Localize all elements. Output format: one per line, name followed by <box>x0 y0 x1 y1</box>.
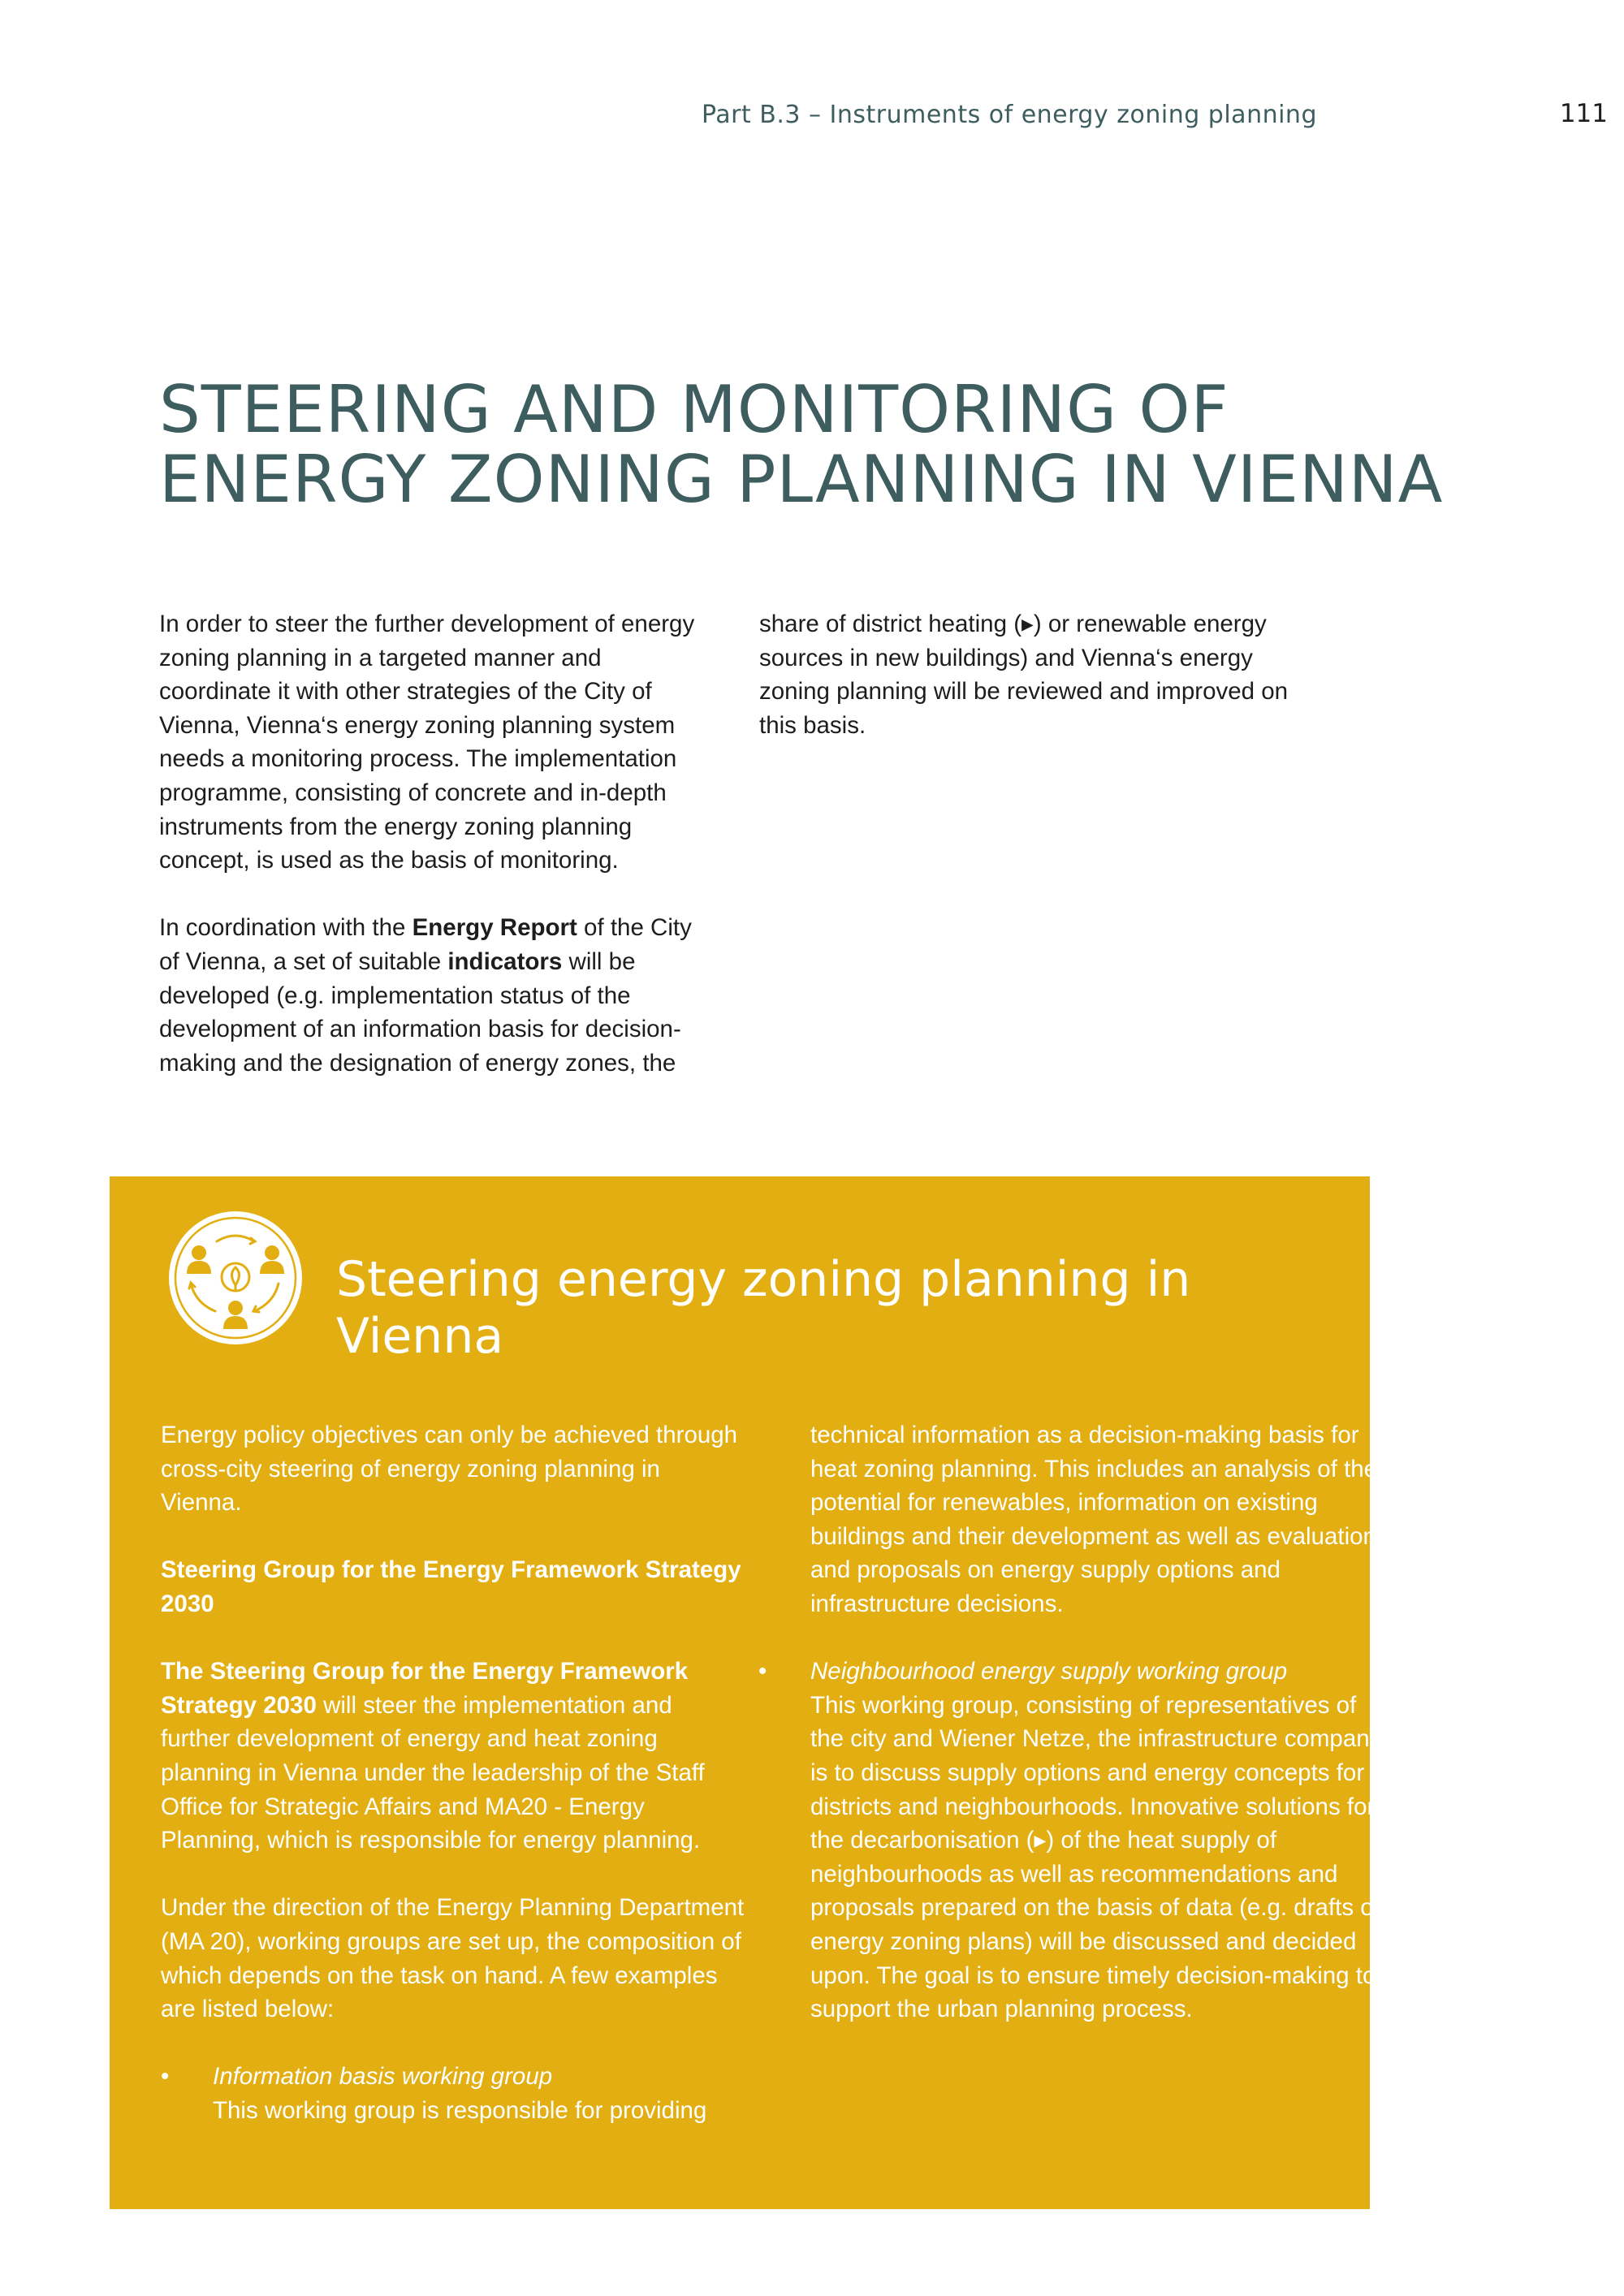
bullet-item-neighbourhood-energy <box>758 1655 1395 2026</box>
energy-report-term: Energy Report <box>412 914 577 942</box>
intro-paragraph-1: In order to steer the further development of energy zoning planning in a targeted manner and coordinate it with other strategies of the City of Vienna, Vienna‘s energy zoning planning system needs a monitoring process. The implementation programme, consisting of concrete and in-depth instruments from the energy zoning planning concept, is used as the basis of monitoring. <box>159 611 695 874</box>
intro-paragraph-2: In coordination with the Energy Report of the City of Vienna, a set of suitable indicators will be developed (e.g. implementation status of the development of an information basis for decision-making and the designation of energy zones, the <box>159 914 692 1077</box>
steering-group-cycle-icon <box>166 1209 304 1347</box>
box-subheading: Steering Group for the Energy Framework Strategy 2030 <box>161 1556 741 1617</box>
box-column-right <box>758 1418 1395 2060</box>
page-title-line-1: STEERING AND MONITORING OF <box>159 372 1229 447</box>
bullet-dot: • <box>161 2063 170 2091</box>
box-paragraph-1: Energy policy objectives can only be achieved through cross-city steering of energy zoning planning in Vienna. <box>161 1422 738 1517</box>
bullet-item-information-basis-continued <box>758 1418 1395 1621</box>
box-paragraph-3: Under the direction of the Energy Planning Department (MA 20), working groups are set up, the composition of which depends on the task on hand. A few examples are listed below: <box>161 1894 745 2023</box>
intro-column-left <box>159 607 695 1114</box>
page-number: 111 <box>1559 99 1608 128</box>
box-column-left <box>161 1418 745 2161</box>
box-paragraph-2: The Steering Group for the Energy Framework Strategy 2030 will steer the implementation and further development of energy and heat zoning planning in Vienna under the leadership of the Staff Office for Strategic Affairs and MA20 - Energy Planning, which is responsible for energy planning. <box>161 1658 705 1854</box>
intro-paragraph-2-continued: share of district heating (▸) or renewable energy sources in new buildings) and Vienna‘s energy zoning planning will be reviewed and improved on this basis. <box>759 611 1289 739</box>
box-title: Steering energy zoning planning in Vienna <box>336 1251 1191 1365</box>
page-title <box>159 372 1458 517</box>
bullet-text: This working group is responsible for providing <box>213 2096 707 2124</box>
bullet-text-continued: technical information as a decision-making basis for heat zoning planning. This includes an analysis of the potential for renewables, information on existing buildings and their development as well as evaluations and proposals on energy supply options and infrastructure decisions. <box>810 1422 1389 1617</box>
steering-group-term: The Steering Group for the Energy Framework Strategy 2030 <box>161 1658 689 1719</box>
indicators-term: indicators <box>447 947 563 975</box>
steering-info-box <box>110 1176 1389 2209</box>
intro-column-right <box>759 607 1295 776</box>
bullet-title: Neighbourhood energy supply working group <box>810 1658 1288 1685</box>
bullet-text: This working group, consisting of representatives of the city and Wiener Netze, the infrastructure company, is to discuss supply options and energy concepts for districts and neighbourhoods. Innovative solutions for the decarbonisation (▸) of the heat supply of neighbourhoods as well as recommendations and proposals prepared on the basis of data (e.g. drafts of energy zoning plans) will be discussed and decided upon. The goal is to ensure timely decision-making to support the urban planning process. <box>810 1691 1387 2023</box>
bullet-title: Information basis working group <box>213 2063 553 2091</box>
running-header: Part B.3 – Instruments of energy zoning planning <box>701 101 1317 129</box>
bullet-item-information-basis <box>161 2060 745 2127</box>
page-title-line-2: ENERGY ZONING PLANNING IN VIENNA <box>159 442 1444 517</box>
bullet-dot: • <box>758 1658 767 1685</box>
